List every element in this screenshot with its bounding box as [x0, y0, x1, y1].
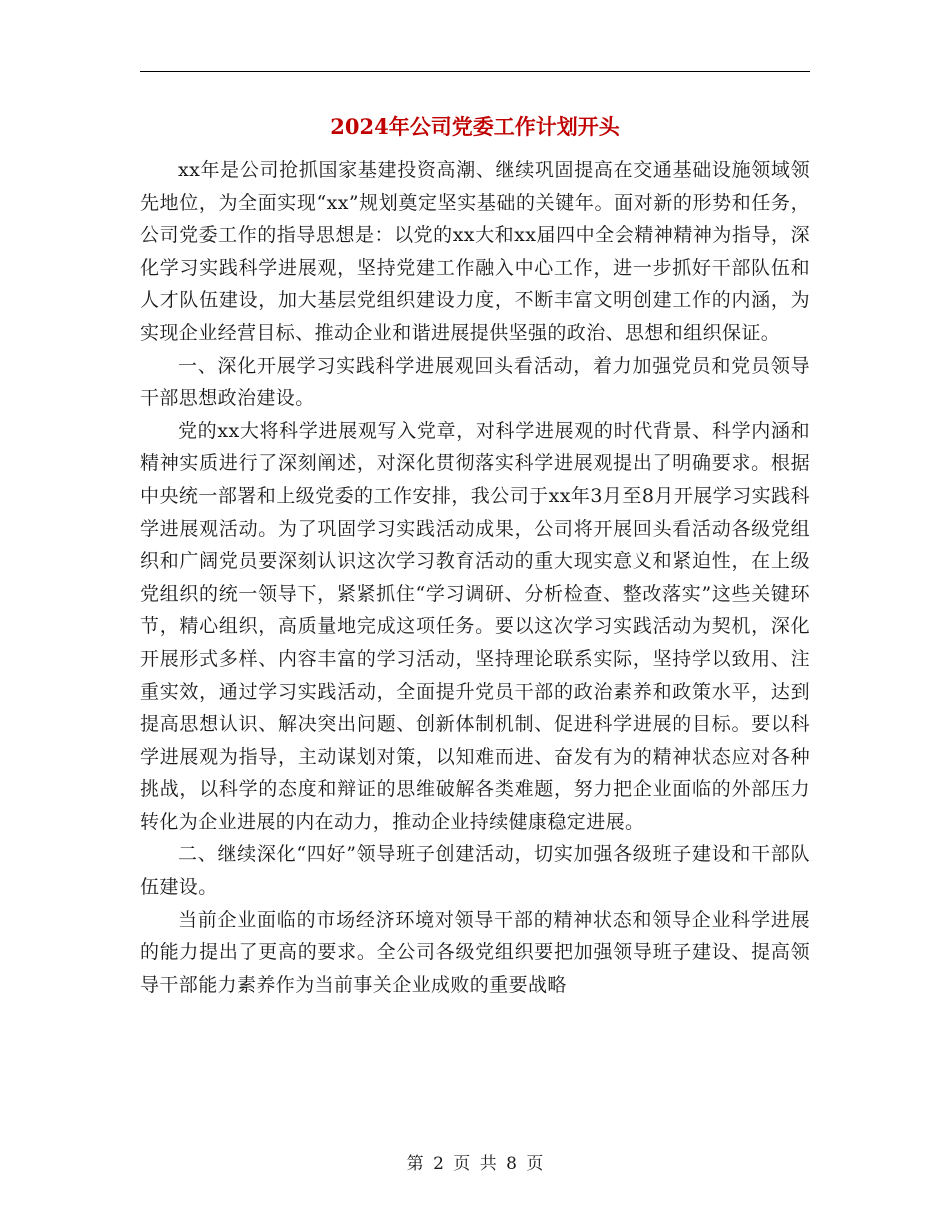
page-number-footer: 第 2 页 共 8 页 [406, 1154, 544, 1174]
document-body [140, 154, 810, 1001]
document-title: 2024年公司党委工作计划开头 [330, 114, 620, 139]
paragraph-intro: xx年是公司抢抓国家基建投资高潮、继续巩固提高在交通基础设施领域领先地位，为全面实现“xx”规划奠定坚实基础的关键年。面对新的形势和任务，公司党委工作的指导思想是：以党的xx大和xx届四中全会精神精神为指导，深化学习实践科学进展观，坚持党建工作融入中心工作，进一步抓好干部队伍和人才队伍建设，加大基层党组织建设力度，不断丰富文明创建工作的内涵，为实现企业经营目标、推动企业和谐进展提供坚强的政治、思想和组织保证。 [140, 159, 810, 344]
paragraph-section-2-heading: 二、继续深化“四好”领导班子创建活动，切实加强各级班子建设和干部队伍建设。 [140, 843, 810, 899]
header-rule [140, 71, 810, 72]
paragraph-section-1-body: 党的xx大将科学进展观写入党章，对科学进展观的时代背景、科学内涵和精神实质进行了深刻阐述，对深化贯彻落实科学进展观提出了明确要求。根据中央统一部署和上级党委的工作安排，我公司于xx年3月至8月开展学习实践科学进展观活动。为了巩固学习实践活动成果，公司将开展回头看活动各级党组织和广阔党员要深刻认识这次学习教育活动的重大现实意义和紧迫性，在上级党组织的统一领导下，紧紧抓住“学习调研、分析检查、整改落实”这些关键环节，精心组织，高质量地完成这项任务。要以这次学习实践活动为契机，深化开展形式多样、内容丰富的学习活动，坚持理论联系实际，坚持学以致用、注重实效，通过学习实践活动，全面提升党员干部的政治素养和政策水平，达到提高思想认识、解决突出问题、创新体制机制、促进科学进展的目标。要以科学进展观为指导，主动谋划对策，以知难而进、奋发有为的精神状态应对各种挑战，以科学的态度和辩证的思维破解各类难题，努力把企业面临的外部压力转化为企业进展的内在动力，推动企业持续健康稳定进展。 [140, 419, 810, 833]
paragraph-section-2-body: 当前企业面临的市场经济环境对领导干部的精神状态和领导企业科学进展的能力提出了更高的要求。全公司各级党组织要把加强领导班子建设、提高领导干部能力素养作为当前事关企业成败的重要战略 [140, 908, 810, 996]
paragraph-section-1-heading: 一、深化开展学习实践科学进展观回头看活动，着力加强党员和党员领导干部思想政治建设。 [140, 354, 810, 410]
